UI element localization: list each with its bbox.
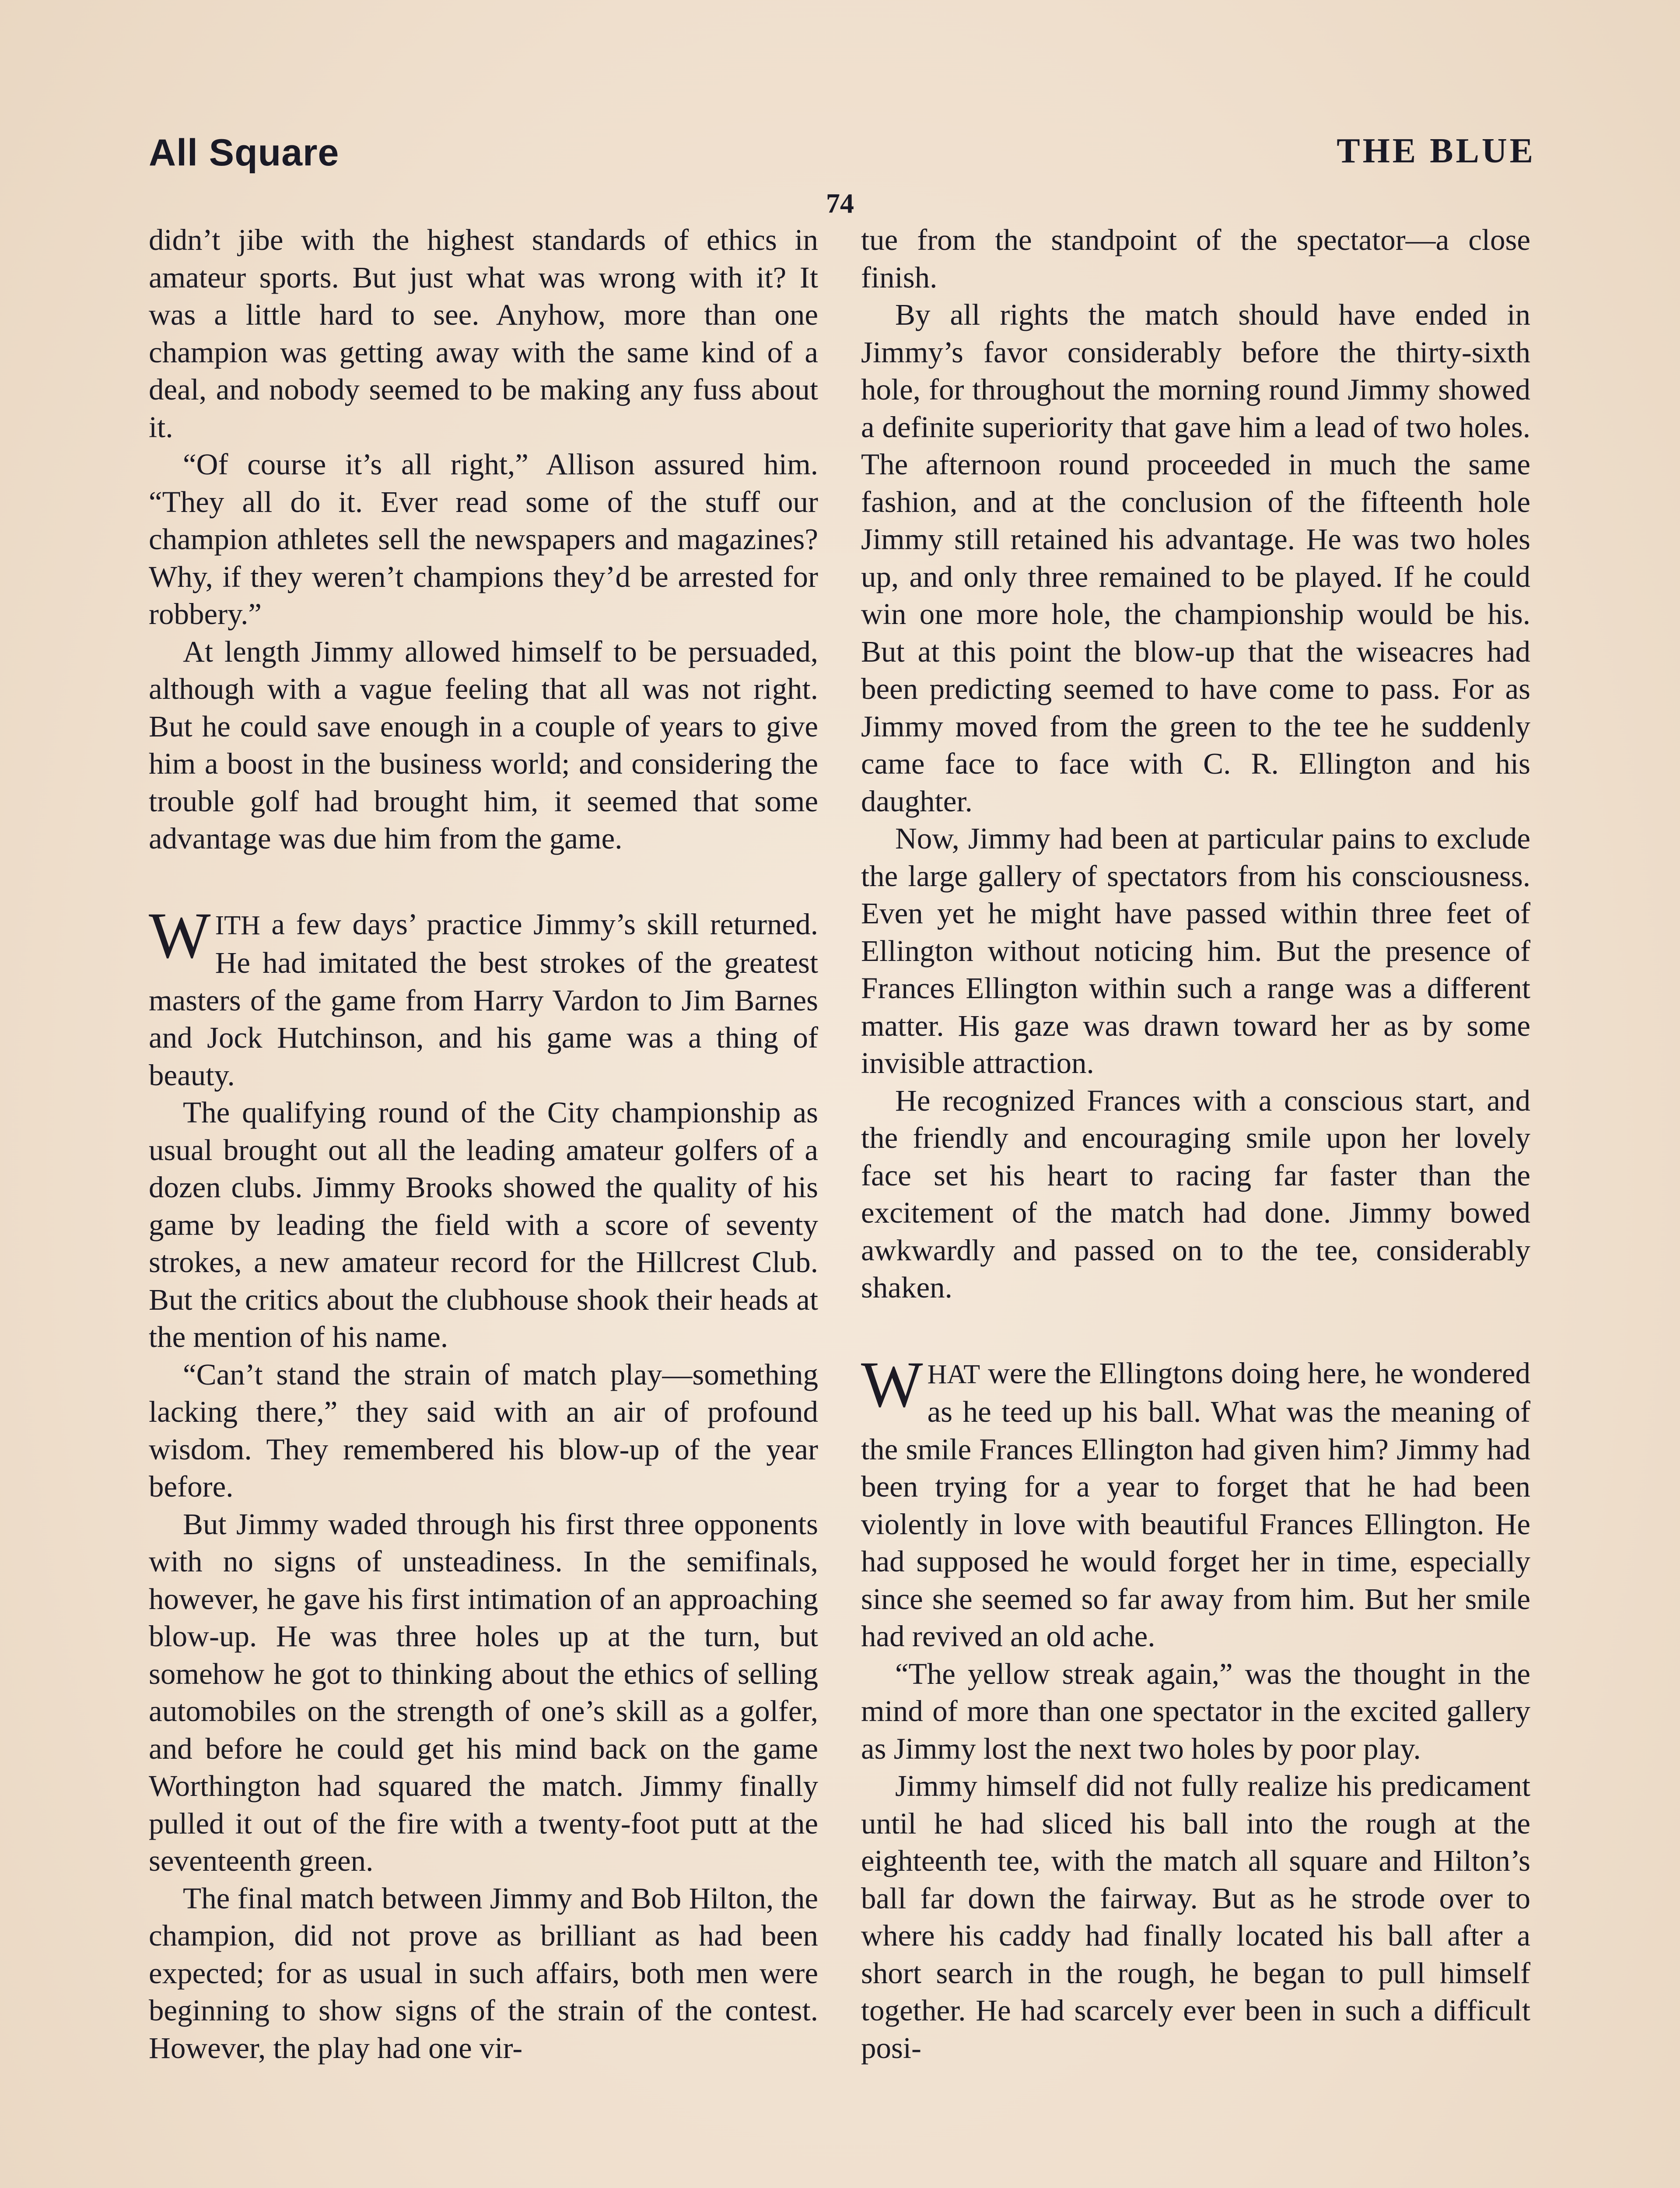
section-opening-paragraph [149, 899, 818, 1094]
paragraph: He recognized Frances with a conscious start, and the friendly and encouraging smile upon her lovely face set his heart to racing far faster than the excitement of the match had done. Jimmy bowed awkwardly and passed on to the tee, considerably shaken. [861, 1083, 1530, 1304]
lead-in-caps: HAT [927, 1359, 980, 1389]
left-column [149, 221, 818, 2067]
paragraph: Jimmy himself did not fully realize his predicament until he had sliced his ball into the rough at the eighteenth tee, with the match all square and Hilton’s ball far down the fairway. But as he strode over to where his caddy had finally located his ball after a short search in the rough, he began to pull himself together. He had scarcely ever been in such a difficult posi- [861, 1769, 1530, 2065]
paragraph-text: were the Ellingtons doing here, he wondered as he teed up his ball. What was the meaning of the smile Frances Ellington had given him? Jimmy had been trying for a year to forget that he had been violently in love with beautiful Frances Ellington. He had supposed he would forget her in time, especially since she seemed so far away from him. But her smile had revived an old ache. [861, 1356, 1530, 1653]
paragraph: “The yellow streak again,” was the thought in the mind of more than one spectator in the excited gallery as Jimmy lost the next two holes by poor play. [861, 1657, 1530, 1765]
page-number: 74 [826, 188, 854, 219]
paragraph-text: a few days’ practice Jimmy’s skill returned. He had imitated the best strokes of the greatest masters of the game from Harry Vardon to Jim Barnes and Jock Hutchinson, and his game was a thing of beauty. [149, 907, 818, 1092]
paragraph: The final match between Jimmy and Bob Hilton, the champion, did not prove as brilliant as had been expected; for as usual in such affairs, both men were beginning to show signs of the strain of the contest. However, the play had one vir- [149, 1881, 818, 2065]
magazine-name: THE BLUE [1337, 132, 1536, 170]
paragraph: But Jimmy waded through his first three opponents with no signs of unsteadiness. In the semifinals, however, he gave his first intimation of an approaching blow-up. He was three holes up at the turn, but somehow he got to thinking about the ethics of selling automobiles on the strength of one’s skill as a golfer, and before he could get his mind back on the game Worthington had squared the match. Jimmy finally pulled it out of the fire with a twenty-foot putt at the seventeenth green. [149, 1507, 818, 1877]
running-title: All Square [149, 132, 340, 174]
paragraph: “Can’t stand the strain of match play—something lacking there,” they said with an air of profound wisdom. They remembered his blow-up of the year before. [149, 1357, 818, 1503]
right-column [861, 221, 1530, 2067]
paragraph: The qualifying round of the City championship as usual brought out all the leading amateur golfers of a dozen clubs. Jimmy Brooks showed the quality of his game by leading the field with a score of seventy strokes, a new amateur record for the Hillcrest Club. But the critics about the clubhouse shook their heads at the mention of his name. [149, 1096, 818, 1353]
paragraph: didn’t jibe with the highest standards of ethics in amateur sports. But just what was wrong with it? It was a little hard to see. Anyhow, more than one champion was getting away with the same kind of a deal, and nobody seemed to be making any fuss about it. [149, 223, 818, 444]
paragraph: By all rights the match should have ended in Jimmy’s favor considerably before the thirty-sixth hole, for throughout the morning round Jimmy showed a definite superiority that gave him a lead of two holes. The afternoon round proceeded in much the same fashion, and at the conclusion of the fifteenth hole Jimmy still retained his advantage. He was two holes up, and only three remained to be played. If he could win one more hole, the championship would be his. But at this point the blow-up that the wiseacres had been predicting seemed to have come to pass. For as Jimmy moved from the green to the tee he suddenly came face to face with C. R. Ellington and his daughter. [861, 298, 1530, 818]
section-opening-paragraph [861, 1348, 1530, 1655]
lead-in-caps: ITH [215, 910, 260, 940]
paragraph: Now, Jimmy had been at particular pains to exclude the large gallery of spectators from his consciousness. Even yet he might have passed within three feet of Ellington without noticing him. But the presence of Frances Ellington within such a range was a different matter. His gaze was drawn toward her as by some invisible attraction. [861, 822, 1530, 1080]
drop-cap: W [861, 1348, 923, 1421]
paragraph: “Of course it’s all right,” Allison assured him. “They all do it. Ever read some of the stuff our champion athletes sell the newspapers and magazines? Why, if they weren’t champions they’d be arrested for robbery.” [149, 448, 818, 631]
drop-cap: W [149, 899, 211, 972]
paragraph: tue from the standpoint of the spectator—a close finish. [861, 223, 1530, 294]
paragraph: At length Jimmy allowed himself to be persuaded, although with a vague feeling that all was not right. But he could save enough in a couple of years to give him a boost in the business world; and considering the trouble golf had brought him, it seemed that some advantage was due him from the game. [149, 635, 818, 855]
